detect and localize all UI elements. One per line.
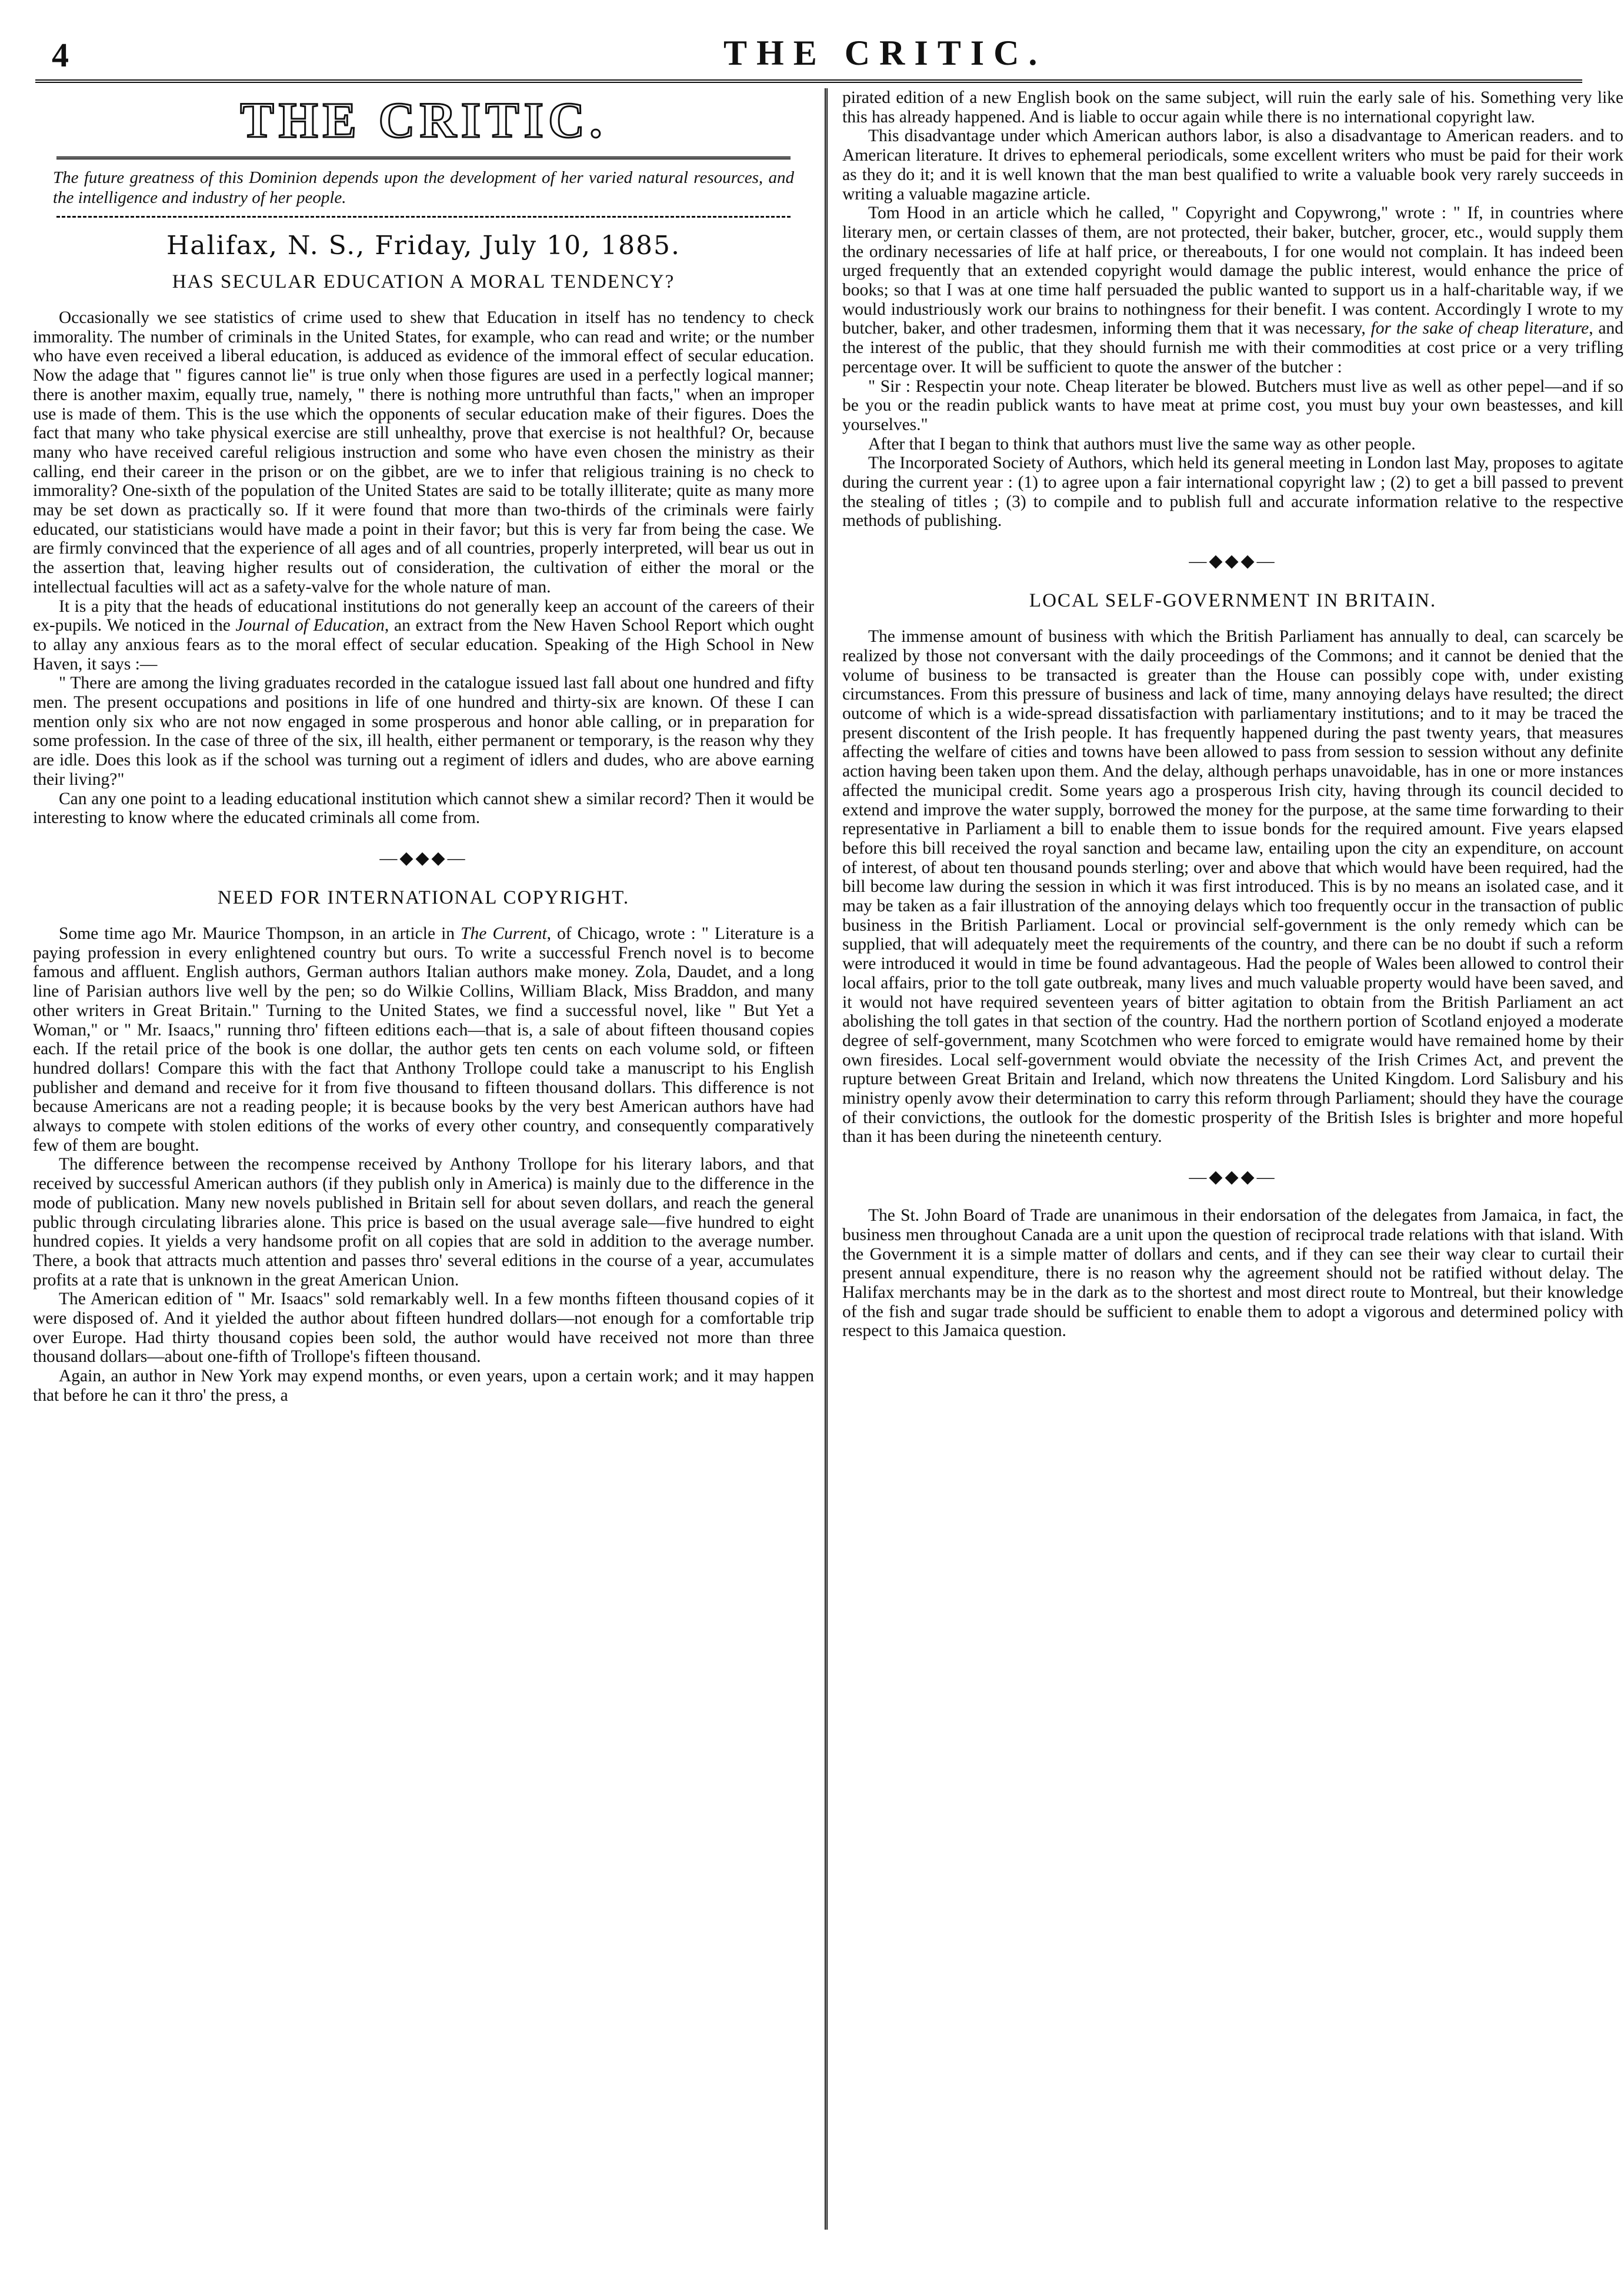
header-rule <box>35 79 1582 83</box>
page-number: 4 <box>52 36 69 74</box>
article-headline-copyright: NEED FOR INTERNATIONAL COPYRIGHT. <box>217 887 630 908</box>
article-paragraph: The St. John Board of Trade are unanimous in their endorsation of the delegates from Jamaica, in fact, the business men throughout Canada are a unit upon the question of reciprocal trade relations with that island. With the Government it is a simple matter of dollars and cents, and if they can see their way clear to curtail their present annual expenditure, there is no reason why the agreement should not be ratified without delay. The Halifax merchants may be in the dark as to the shortest and most direct route to Montreal, but their knowledge of the fish and sugar trade should be sufficient to enable them to adopt a vigorous and determined policy with respect to this Jamaica question. <box>842 1206 1623 1341</box>
italic-phrase: for the sake of cheap literature <box>1370 319 1589 338</box>
article-paragraph: It is a pity that the heads of educational institutions do not generally keep an account of the careers of their ex-pupils. We noticed in the Journal of Education, an extract from the New Haven School Report which ought to allay any anxious fears as to the moral effect of secular education. Speaking of the High School in New Haven, it says :— <box>33 597 814 674</box>
article-headline-local: LOCAL SELF-GOVERNMENT IN BRITAIN. <box>1029 590 1437 612</box>
masthead-title: THE CRITIC. <box>240 92 607 148</box>
article-paragraph: The Incorporated Society of Authors, which held its general meeting in London last May, proposes to agitate during the current year : (1) to agree upon a fair international copyright law ; (2) to get a bill passed to prevent the stealing of titles ; (3) to compile and to publish full and accurate information relative to the respective methods of publishing. <box>842 454 1623 531</box>
article-paragraph: The immense amount of business with which the British Parliament has annually to deal, can scarcely be realized by those not conversant with the daily proceedings of the Commons; and it cannot be denied that the volume of business to be transacted is greater than the House can possibly cope with, under existing circumstances. From this pressure of business and lack of time, many annoying delays have resulted; the direct outcome of which is a wide-spread dissatisfaction with parliamentary institutions; and to it may be traced the present discontent of the Irish people. It has frequently happened during the past twenty years, that measures affecting the welfare of cities and towns have been allowed to pass from session to session without any definite action having been taken upon them. And the delay, although perhaps unavoidable, has in one or more instances affected the municipal credit. Some years ago a prosperous Irish city, having through its council decided to extend and improve the water supply, borrowed the money for the purpose, at the same time forwarding to their representative in Parliament a bill to enable them to issue bonds for the required amount. Five years elapsed before this bill received the royal sanction and became law, entailing upon the city an expenditure, on account of interest, of about ten thousand pounds sterling; over and above that which would have been required, had the bill become law during the session in which it was first introduced. This is by no means an isolated case, and it may be taken as a fair illustration of the annoying delays which too frequently occur in the transaction of public business in the British Parliament. Local or provincial self-government is the only remedy which can be supplied, that will adequately meet the requirements of the country, and there can be no doubt if such a reform were introduced it would in time be found advantageous. Had the people of Wales been allowed to control their local affairs, prior to the toll gate outbreak, many lives and much valuable property would have been saved, and it would not have required seventeen years of bitter agitation to obtain from the British Parliament an act abolishing the toll gates in that section of the country. Had the northern portion of Scotland enjoyed a moderate degree of self-government, many Scotchmen who were forced to emigrate would have remained home by their own firesides. Local self-government would obviate the necessity of the Irish Crimes Act, and prevent the rupture between Great Britain and Ireland, which now threatens the United Kingdom. Lord Salisbury and his ministry openly avow their determination to carry this reform through Parliament; should they have the courage of their convictions, the outlook for the domestic prosperity of the British Isles is brighter and more hopeful than it has been during the nineteenth century. <box>842 627 1623 1147</box>
article-paragraph: This disadvantage under which American authors labor, is also a disadvantage to American readers. and to American literature. It drives to ephemeral periodicals, some excellent writers who must be paid for their work as they do it; and it is well known that the man best qualified to write a valuable book very rarely succeeds in writing a valuable magazine article. <box>842 126 1623 204</box>
article-paragraph: Tom Hood in an article which he called, " Copyright and Copywrong," wrote : " If, in countries where literary men, or certain classes of them, are not protected, their baker, butcher, grocer, etc., would supply them the ordinary necessaries of life at half price, or thereabouts, I for one would not complain. It has indeed been urged frequently that an extended copyright would damage the public interest, would enhance the price of books; so that I was at one time half persuaded the public wanted to support us in a half-charitable way, if we would industriously work our brains to nothingness for their benefit. I was content. Accordingly I wrote to my butcher, baker, and other tradesmen, informing them that it was necessary, for the sake of cheap literature, and the interest of the public, that they should furnish me with their commodities at cost price or a very trifling percentage over. It will be sufficient to quote the answer of the butcher : <box>842 204 1624 377</box>
page-header <box>35 24 1582 76</box>
article-paragraph: Can any one point to a leading educational institution which cannot shew a similar record? Then it would be interesting to know where the educated criminals all come from. <box>33 789 814 828</box>
left-column <box>33 88 814 1405</box>
article-paragraph: Some time ago Mr. Maurice Thompson, in an article in The Current, of Chicago, wrote : " Literature is a paying profession in every enlightened country but ours. To write a successful French novel is to become famous and affluent. English authors, German authors Italian authors make money. Zola, Daudet, and a long line of Parisian authors live well by the pen; so do Wilkie Collins, William Black, Miss Braddon, and many other writers in Great Britain." Turning to the United States, we find a successful novel, like " But Yet a Woman," or " Mr. Isaacs," running thro' fifteen editions each—that is, a sale of about fifteen thousand copies each. If the retail price of the book is one dollar, the author gets ten cents on each volume sold, or fifteen hundred dollars! Compare this with the fact that Anthony Trollope could take a manuscript to his English publisher and demand and receive for it from five thousand to fifteen thousand dollars. This difference is not because Americans are not a reading people; it is because books by the very best American authors have had always to compete with stolen editions of the works of every other country, and consequently comparatively few of them are bought. <box>33 924 814 1155</box>
running-title: THE CRITIC. <box>723 34 1047 72</box>
article-paragraph: The difference between the recompense received by Anthony Trollope for his literary labors, and that received by successful American authors (if they publish only in America) is mainly due to the difference in the mode of publication. Many new novels published in Britain sell for about seven dollars, and reach the general public through circulating libraries alone. This price is based on the usual average sale—five hundred to eight hundred copies. It yields a very handsome profit on all copies that are sold in addition to the average number. There, a book that attracts much attention and passes thro' several editions in the course of a year, accumulates profits at a rate that is unknown in the great American Union. <box>33 1155 814 1290</box>
column-rule <box>825 88 828 2230</box>
journal-title: Journal of Education <box>235 616 385 635</box>
masthead-motto: The future greatness of this Dominion depends upon the development of her varied natural resources, and the intelligence and industry of her people. <box>53 168 794 207</box>
article-paragraph: The American edition of " Mr. Isaacs" sold remarkably well. In a few months fifteen thousand copies of it were disposed of. And it yielded the author about fifteen hundred dollars—not enough for a comfortable trip over Europe. Had thirty thousand copies been sold, the author would have received not more than three thousand dollars—about one-fifth of Trollope's fifteen thousand. <box>33 1290 814 1367</box>
article-paragraph: After that I began to think that authors must live the same way as other people. <box>868 434 1416 454</box>
section-ornament: —◆◆◆— <box>1189 1167 1277 1187</box>
right-column <box>842 88 1623 1341</box>
section-ornament: —◆◆◆— <box>379 848 468 868</box>
article-paragraph-continued: pirated edition of a new English book on the same subject, will ruin the early sale of his. Something very like this has already happened. And is liable to occur again while there is no international copyright law. <box>842 88 1623 126</box>
article-headline-secular: HAS SECULAR EDUCATION A MORAL TENDENCY? <box>172 271 675 292</box>
dateline: Halifax, N. S., Friday, July 10, 1885. <box>166 231 681 261</box>
article-paragraph: Occasionally we see statistics of crime used to shew that Education in itself has no tendency to check immorality. The number of criminals in the United States, for example, who can read and write; or the number who have even received a liberal education, is adduced as evidence of the immoral effect of secular education. Now the adage that " figures cannot lie" is true only when those figures are used in a perfectly logical manner; there is another maxim, equally true, namely, " there is nothing more untruthful than facts," when an improper use is made of them. This is the use which the opponents of secular education make of their figures. Does the fact that many who take physical exercise are still unhealthy, prove that exercise is not healthful? Or, because many who have received careful religious instruction and some who have even chosen the ministry as their calling, end their career in the prison or on the gibbet, are we to infer that religious training is no check to immorality? One-sixth of the population of the United States are said to be totally illiterate; quite as many more may be set down as practically so. If it were found that more than two-thirds of the criminals were fairly educated, our statisticians would have made a point in their favor; but this is very far from being the case. We are firmly convinced that the experience of all ages and of all countries, properly interpreted, will bear us out in the assertion that, leaving higher results out of consideration, the cultivation of either the moral or the intellectual faculties will act as a safety-valve for the whole nature of man. <box>33 308 814 597</box>
article-quote: " There are among the living graduates recorded in the catalogue issued last fall about one hundred and fifty men. The present occupations and positions in life of one hundred and thirty-six are known. Of these I can mention only six who are not now engaged in some prosperous and honor able calling, or in preparation for some profession. In the case of three of the six, ill health, either permanent or temporary, is the reason why they are idle. Does this look as if the school was turning out a regiment of idlers and dudes, who are above earning their living?" <box>33 674 814 789</box>
article-quote: " Sir : Respectin your note. Cheap literater be blowed. Butchers must live as well as other pepel—and if so be you or the readin publick wants to have meat at prime cost, you must buy your own beastesses, and kill yourselves." <box>842 377 1623 434</box>
masthead-rule <box>56 156 791 159</box>
section-ornament: —◆◆◆— <box>1189 551 1277 571</box>
motto-rule <box>56 216 791 218</box>
publication-title: The Current <box>461 924 547 943</box>
article-paragraph: Again, an author in New York may expend months, or even years, upon a certain work; and it may happen that before he can it thro' the press, a <box>33 1367 814 1405</box>
